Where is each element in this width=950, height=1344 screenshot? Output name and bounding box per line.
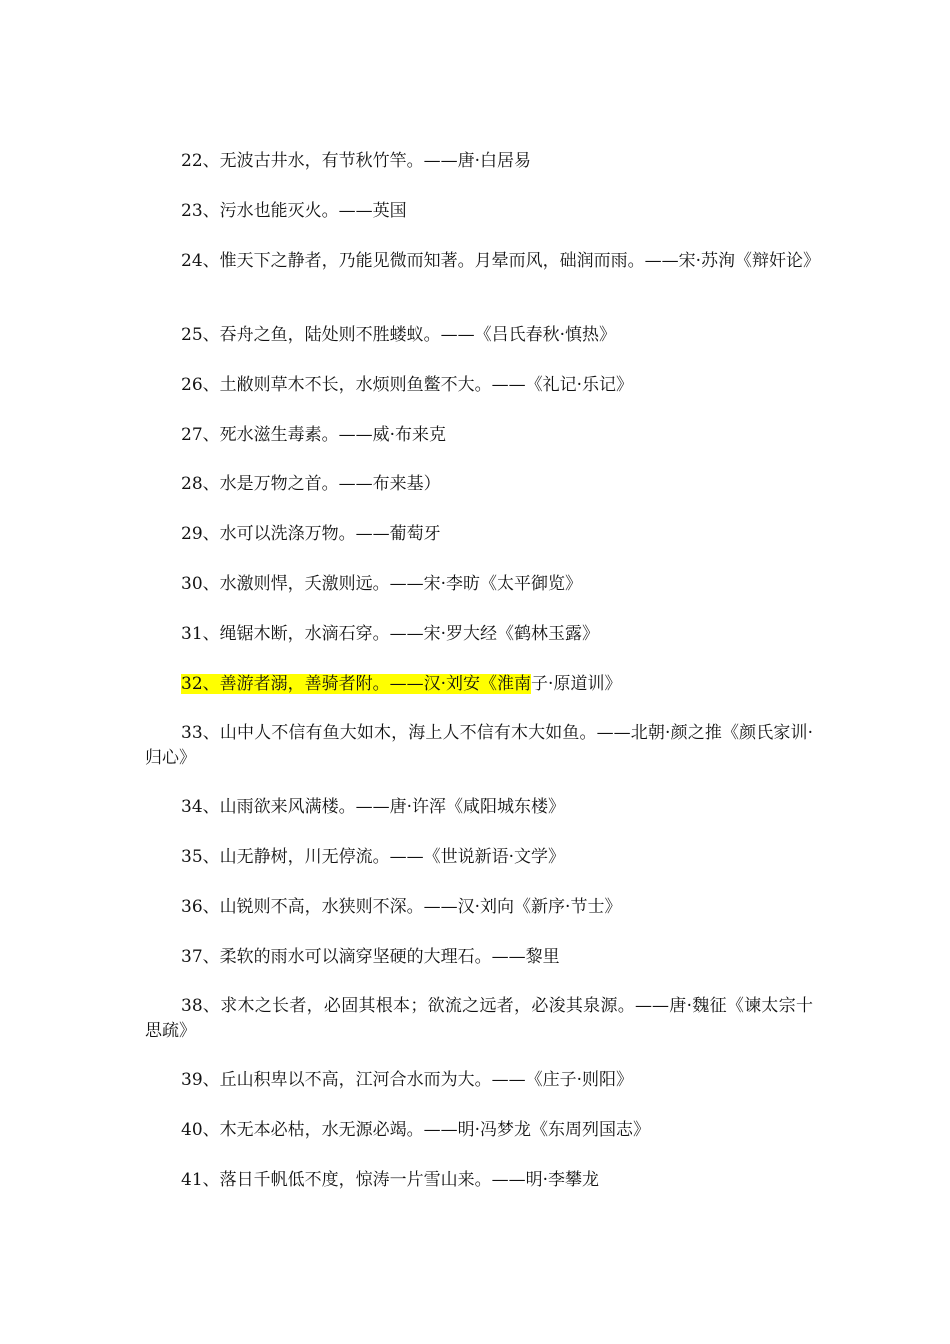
- quote-entry-23: 23、污水也能灭火。——英国: [181, 201, 407, 221]
- quote-entry-22: 22、无波古井水，有节秋竹竿。——唐·白居易: [181, 151, 532, 171]
- quote-entry-24: 24、惟天下之静者，乃能见微而知著。月晕而风，础润而雨。——宋·苏洵《辩奸论》: [181, 251, 821, 271]
- quote-entry-26: 26、土敝则草木不长，水烦则鱼鳖不大。——《礼记·乐记》: [181, 375, 634, 395]
- quote-entry-40: 40、木无本必枯，水无源必竭。——明·冯梦龙《东周列国志》: [181, 1120, 651, 1140]
- quote-entry-39: 39、丘山积卑以不高，江河合水而为大。——《庄子·则阳》: [181, 1070, 634, 1090]
- quote-entry-36: 36、山锐则不高，水狭则不深。——汉·刘向《新序·节士》: [181, 897, 622, 917]
- quote-entry-28: 28、水是万物之首。——布来基）: [181, 474, 441, 494]
- quote-entry-33: 33、山中人不信有鱼大如木，海上人不信有木大如鱼。——北朝·颜之推《颜氏家训·归心》: [145, 723, 813, 768]
- quote-entry-37: 37、柔软的雨水可以滴穿坚硬的大理石。——黎里: [181, 947, 560, 967]
- quote-entry-34: 34、山雨欲来风满楼。——唐·许浑《咸阳城东楼》: [181, 797, 566, 817]
- quote-entry-30: 30、水激则悍，夭激则远。——宋·李昉《太平御览》: [181, 574, 583, 594]
- quote-entry-35: 35、山无静树，川无停流。——《世说新语·文学》: [181, 847, 566, 867]
- quote-entry-25: 25、吞舟之鱼，陆处则不胜蝼蚁。——《吕氏春秋·慎热》: [181, 325, 617, 345]
- quote-entry-32: [145, 672, 813, 697]
- quote-entry-31: 31、绳锯木断，水滴石穿。——宋·罗大经《鹤林玉露》: [181, 624, 600, 644]
- quote-entry-41: 41、落日千帆低不度，惊涛一片雪山来。——明·李攀龙: [181, 1170, 600, 1190]
- highlighted-text: 32、善游者溺，善骑者附。——汉·刘安《淮南: [181, 674, 532, 694]
- quote-entry-27: 27、死水滋生毒素。——威·布来克: [181, 425, 447, 445]
- quote-entry-32-rest: 子·原道训》: [531, 674, 622, 694]
- quote-entry-38: 38、求木之长者，必固其根本；欲流之远者，必浚其泉源。——唐·魏征《谏太宗十思疏》: [145, 996, 813, 1041]
- quote-entry-29: 29、水可以洗涤万物。——葡萄牙: [181, 524, 441, 544]
